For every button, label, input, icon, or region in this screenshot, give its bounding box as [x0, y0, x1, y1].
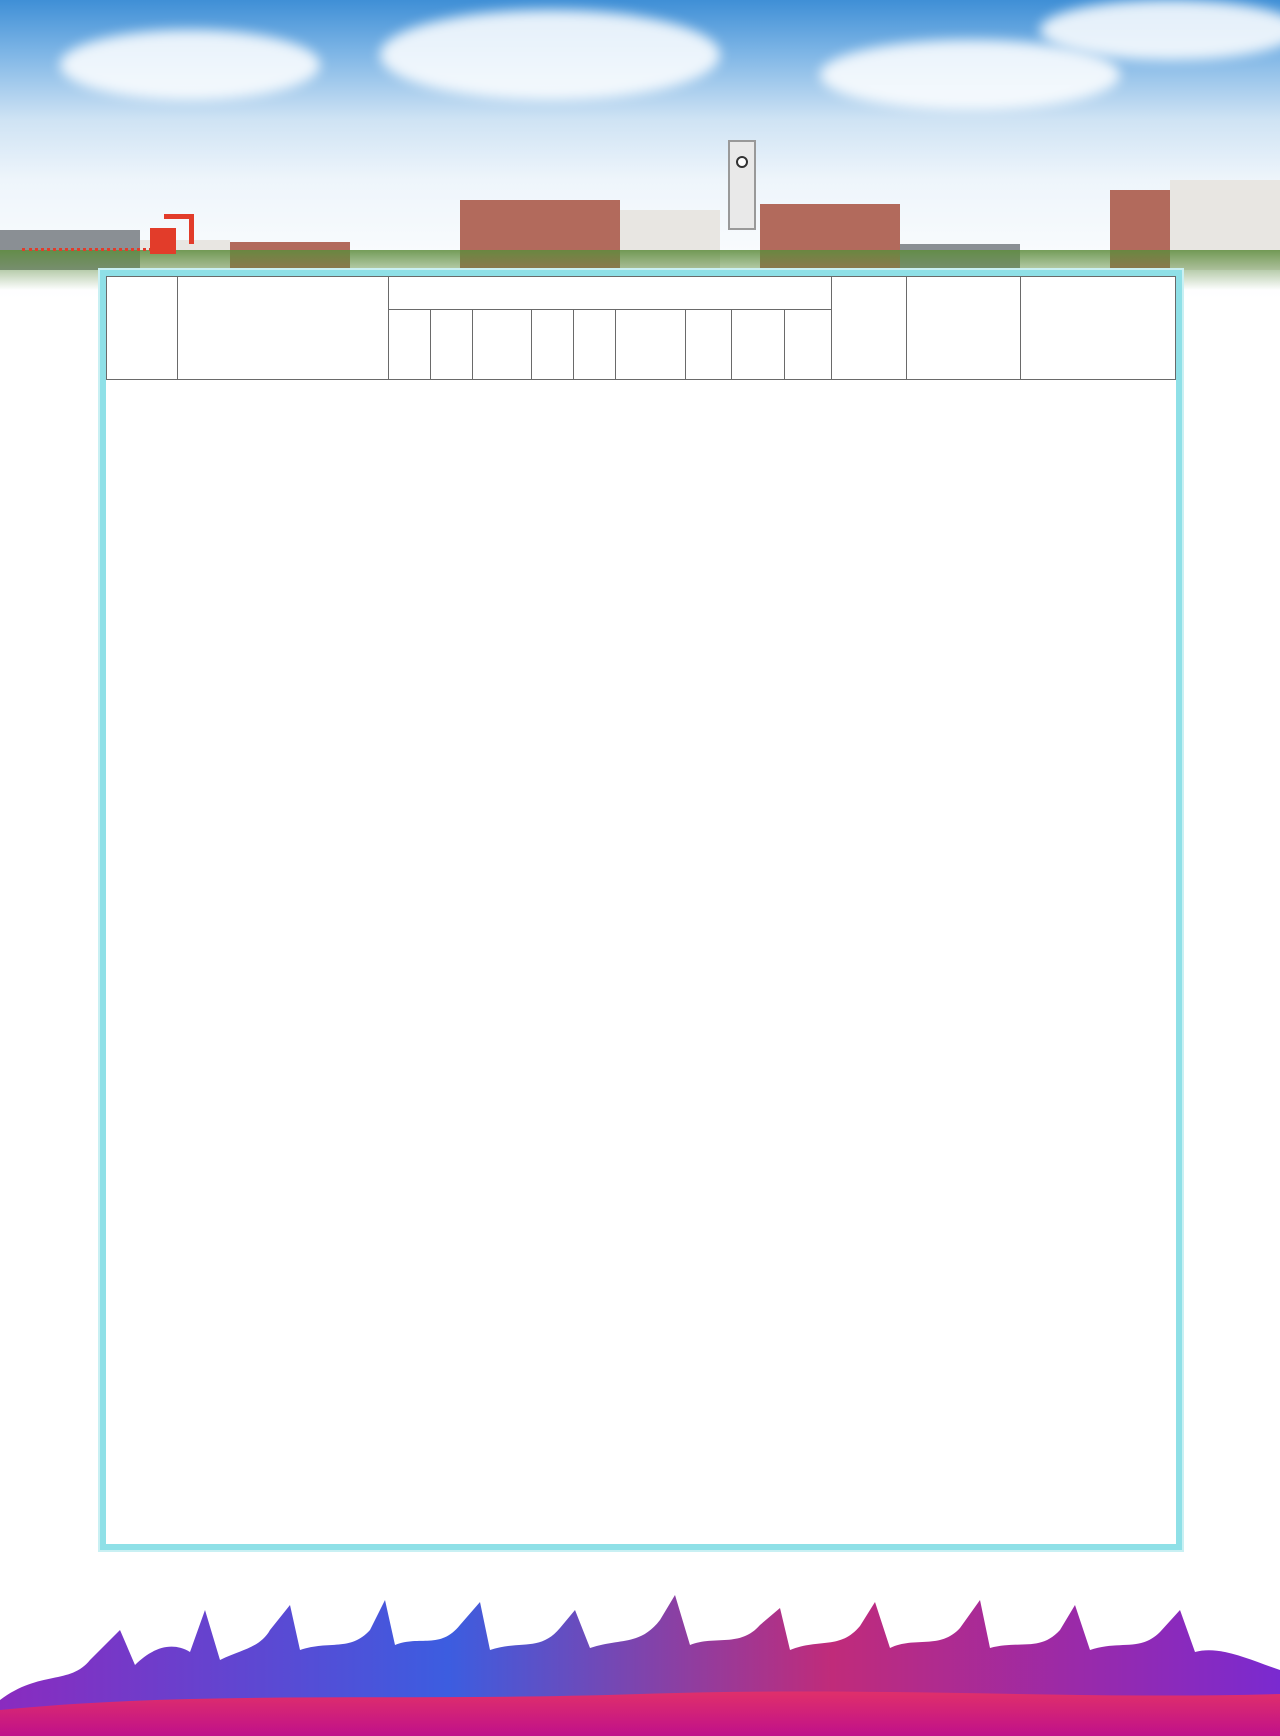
header-dept — [107, 277, 178, 380]
header-category — [686, 310, 731, 380]
header-category — [574, 310, 616, 380]
header-phone — [1020, 277, 1175, 380]
header-category — [784, 310, 831, 380]
enrollment-plan-table — [106, 276, 1176, 380]
cheering-crowd-silhouette — [0, 1590, 1280, 1736]
header-contact — [906, 277, 1020, 380]
header-category — [532, 310, 574, 380]
header-category — [430, 310, 472, 380]
header-category-group — [388, 277, 831, 310]
header-total — [832, 277, 906, 380]
header-category — [731, 310, 784, 380]
header-category — [388, 310, 430, 380]
header-category — [616, 310, 686, 380]
title-corner-icon — [150, 214, 200, 254]
header-major — [178, 277, 389, 380]
plan-table-frame — [100, 270, 1182, 1550]
title-bar — [0, 208, 1280, 258]
header-category — [472, 310, 532, 380]
